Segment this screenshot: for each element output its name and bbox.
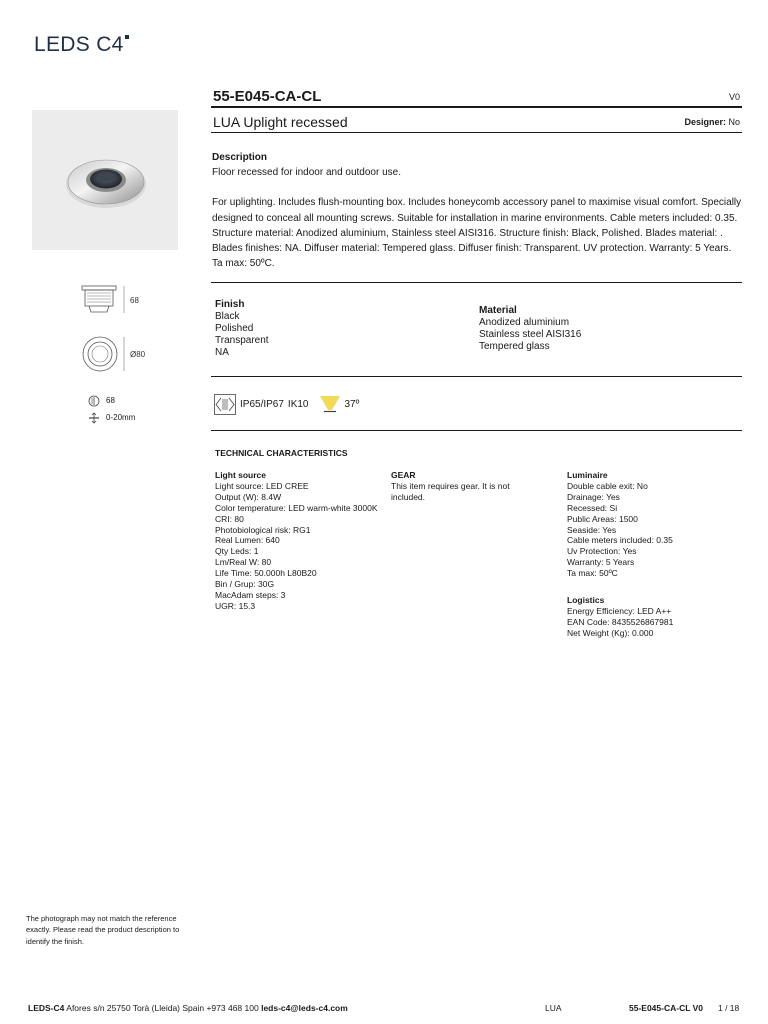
footer-address-text: Afores s/n 25750 Torà (Lleida) Spain +973 468 100 xyxy=(66,1003,259,1013)
ip-protection-icon xyxy=(214,394,236,415)
material-item: Anodized aluminium xyxy=(479,317,570,328)
gear-title: GEAR xyxy=(391,470,416,480)
logistics-block xyxy=(567,595,742,639)
spec-line: EAN Code: 8435526867981 xyxy=(567,616,674,627)
divider-tech xyxy=(211,430,742,431)
footer-address xyxy=(28,1003,348,1013)
technical-title: TECHNICAL CHARACTERISTICS xyxy=(215,448,348,458)
spec-line: Photobiological risk: RG1 xyxy=(215,524,311,535)
certification-badges xyxy=(214,393,363,415)
divider-badges xyxy=(211,376,742,377)
spec-line: Real Lumen: 640 xyxy=(215,535,280,546)
spec-line: Warranty: 5 Years xyxy=(567,557,635,568)
spec-line: Lm/Real W: 80 xyxy=(215,557,272,568)
spec-line: CRI: 80 xyxy=(215,513,244,524)
brand-logo xyxy=(34,33,129,57)
spec-line: Bin / Grup: 30G xyxy=(215,579,275,590)
spec-line: This item requires gear. It is not included. xyxy=(391,480,510,502)
product-photo xyxy=(32,110,178,250)
product-name: LUA Uplight recessed xyxy=(213,114,348,130)
logistics-title: Logistics xyxy=(567,595,605,606)
diameter-dimension: Ø80 xyxy=(130,350,146,359)
cut-depth-value: 68 xyxy=(106,396,115,405)
beam-angle-icon xyxy=(319,395,341,413)
material-item: Stainless steel AISI316 xyxy=(479,329,582,340)
brand-text: LEDS C4 xyxy=(34,33,124,56)
ip-rating: IP65/IP67 xyxy=(240,398,284,410)
spec-line: Seaside: Yes xyxy=(567,524,617,535)
product-reference: 55-E045-CA-CL xyxy=(213,88,322,105)
finish-item: Transparent xyxy=(215,335,269,346)
designer-value: No xyxy=(728,117,740,127)
side-view-drawing-icon xyxy=(78,283,126,317)
material-title: Material xyxy=(479,305,517,316)
ik-rating: IK10 xyxy=(287,398,309,410)
luminaire-column xyxy=(567,470,742,639)
logo-mark-icon xyxy=(125,35,129,39)
cut-depth-row xyxy=(88,392,135,409)
finish-item: Polished xyxy=(215,323,254,334)
material-block xyxy=(479,305,581,353)
luminaire-title: Luminaire xyxy=(567,470,608,480)
footer-company: LEDS-C4 xyxy=(28,1003,65,1013)
light-source-title: Light source xyxy=(215,470,267,480)
designer-label: Designer: xyxy=(684,117,726,127)
photo-disclaimer: The photograph may not match the reference exactly. Please read the product description to identify the finish. xyxy=(26,914,180,946)
spec-line: Uv Protection: Yes xyxy=(567,546,637,557)
recess-depth-icon xyxy=(88,395,100,407)
spec-line: Color temperature: LED warm-white 3000K xyxy=(215,502,378,513)
top-view-drawing-icon xyxy=(78,335,126,375)
spec-line: Public Areas: 1500 xyxy=(567,513,638,524)
adjust-range-value: 0-20mm xyxy=(106,413,136,422)
spec-line: Net Weight (Kg): 0.000 xyxy=(567,627,654,638)
adjust-row xyxy=(88,409,135,426)
spec-line: Drainage: Yes xyxy=(567,491,620,502)
spec-line: Light source: LED CREE xyxy=(215,480,309,491)
uplight-photo-icon xyxy=(32,110,178,250)
finish-item: NA xyxy=(215,347,229,358)
description-title: Description xyxy=(212,152,268,163)
finish-block xyxy=(215,299,269,359)
installation-specs xyxy=(88,392,135,426)
material-item: Tempered glass xyxy=(479,341,550,352)
footer-family: LUA xyxy=(545,1003,562,1013)
divider-finish xyxy=(211,282,742,283)
spec-line: Cable meters included: 0.35 xyxy=(567,535,673,546)
description-section xyxy=(212,150,744,286)
spec-line: MacAdam steps: 3 xyxy=(215,589,286,600)
spec-line: UGR: 15.3 xyxy=(215,600,256,611)
adjust-range-icon xyxy=(88,412,100,424)
finish-title: Finish xyxy=(215,299,245,310)
spec-line: Output (W): 8.4W xyxy=(215,491,282,502)
page-number: 1 / 18 xyxy=(718,1003,740,1013)
footer-code: 55-E045-CA-CL V0 xyxy=(629,1003,704,1013)
spec-line: Double cable exit: No xyxy=(567,480,648,491)
spec-line: Recessed: Si xyxy=(567,502,618,513)
spec-line: Life Time: 50.000h L80B20 xyxy=(215,568,317,579)
beam-angle: 37º xyxy=(344,398,360,410)
title-divider xyxy=(211,132,742,133)
header-divider xyxy=(211,106,742,108)
spec-line: Qty Leds: 1 xyxy=(215,546,259,557)
designer-info xyxy=(684,117,740,127)
gear-column xyxy=(391,470,541,503)
description-long: For uplighting. Includes flush-mounting box. Includes honeycomb accessory panel to maximise visual comfort. Specially designed to conceal all mounting screws. Suitable for installation in marine environments. Cable meters included: 0.35. Structure material: Anodized aluminium, Stainless steel AISI316. Structure finish: Black, Polished. Blades material: . Blades finishes: NA. Diffuser material: Tempered glass. Diffuser finish: Transparent. UV protection. Warranty: 5 Years. Ta max: 50ºC. xyxy=(212,197,742,270)
footer-email[interactable]: leds-c4@leds-c4.com xyxy=(261,1003,348,1013)
finish-item: Black xyxy=(215,311,240,322)
light-source-column xyxy=(215,470,385,612)
height-dimension: 68 xyxy=(130,296,139,305)
description-short: Floor recessed for indoor and outdoor use. xyxy=(212,167,401,179)
spec-line: Energy Efficiency: LED A++ xyxy=(567,605,672,616)
version-label: V0 xyxy=(728,92,740,102)
spec-line: Ta max: 50ºC xyxy=(567,568,618,579)
